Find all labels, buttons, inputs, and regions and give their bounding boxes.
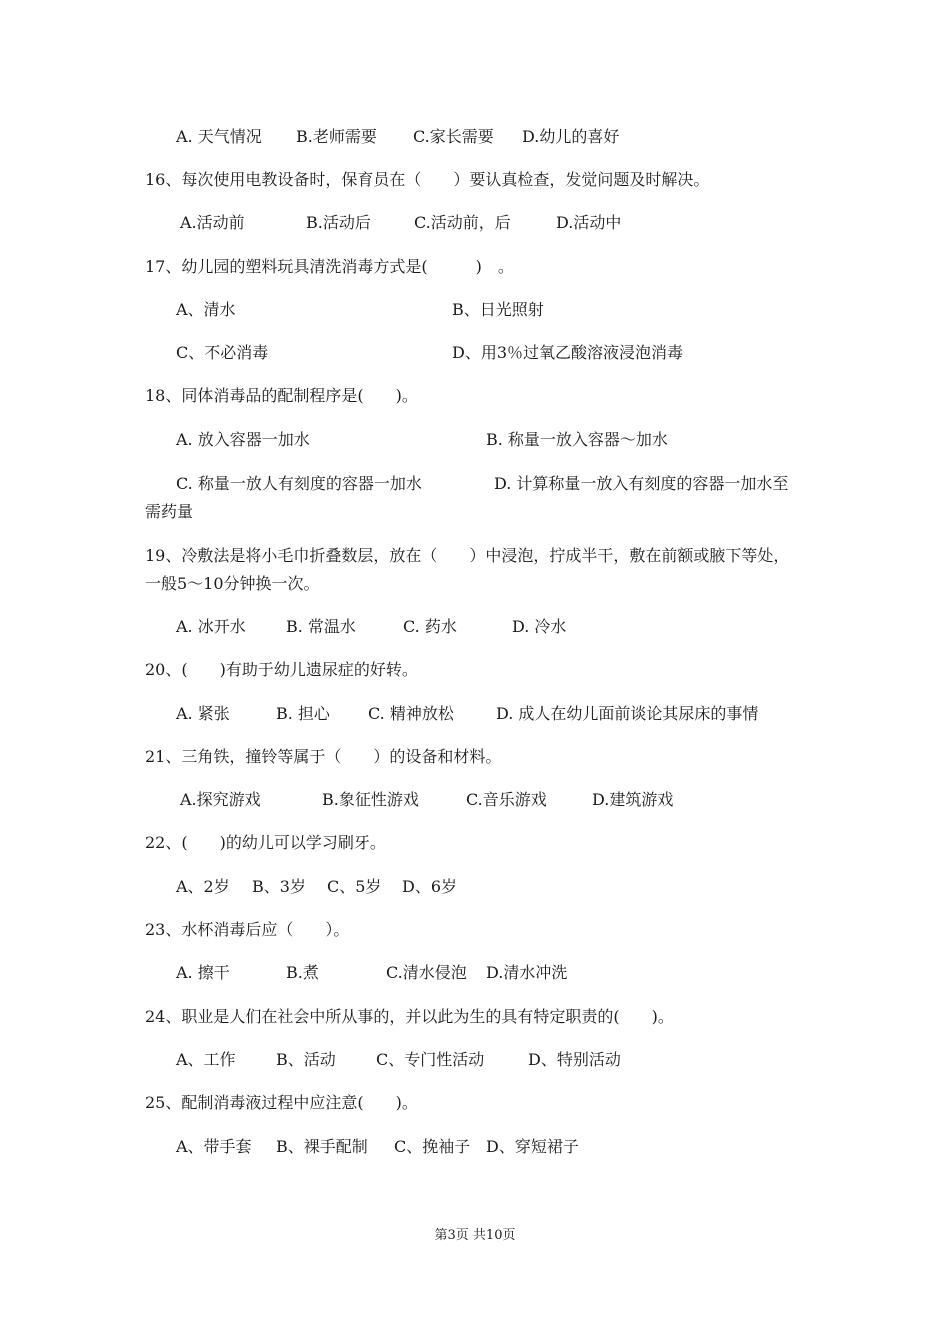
q17-option-d: D、用3％过氧乙酸溶液浸泡消毒: [452, 343, 684, 362]
q24-option-a: A、工作: [176, 1050, 236, 1069]
q19-option-a: A. 冰开水: [176, 617, 246, 636]
q21-option-a: A.探究游戏: [180, 790, 261, 809]
q22-option-a: A、2岁: [176, 877, 230, 896]
q23-option-c: C.清水侵泡: [386, 963, 467, 982]
q21-option-c: C.音乐游戏: [466, 790, 547, 809]
q16-option-d: D.活动中: [556, 213, 622, 232]
q21-option-d: D.建筑游戏: [592, 790, 674, 809]
q18-continuation: 需药量: [145, 502, 194, 521]
q25-option-b: B、裸手配制: [276, 1137, 368, 1156]
q25-option-a: A、带手套: [176, 1137, 252, 1156]
q23-option-a: A. 擦干: [176, 963, 230, 982]
q25-option-d: D、穿短裙子: [486, 1137, 579, 1156]
q18-option-b: B. 称量一放入容器～加水: [486, 430, 668, 449]
q19-option-d: D. 冷水: [512, 617, 567, 636]
q16-stem: 16、每次使用电教设备时，保育员在（ ）要认真检查，发觉问题及时解决。: [145, 170, 710, 189]
q25-stem: 25、配制消毒液过程中应注意( )。: [145, 1093, 418, 1112]
q21-option-b: B.象征性游戏: [322, 790, 419, 809]
q16-option-a: A.活动前: [180, 213, 245, 232]
q22-option-b: B、3岁: [252, 877, 306, 896]
q17-option-c: C、不必消毒: [176, 343, 269, 362]
q15-option-c: C.家长需要: [413, 127, 494, 146]
q23-option-d: D.清水冲洗: [486, 963, 568, 982]
q24-option-d: D、特别活动: [528, 1050, 621, 1069]
q24-stem: 24、职业是人们在社会中所从事的，并以此为生的具有特定职责的( )。: [145, 1007, 674, 1026]
q20-option-a: A. 紧张: [176, 704, 230, 723]
q16-option-c: C.活动前，后: [414, 213, 511, 232]
q18-stem: 18、同体消毒品的配制程序是( )。: [145, 386, 418, 405]
q17-option-a: A、清水: [176, 300, 236, 319]
q19-option-c: C. 药水: [403, 617, 457, 636]
q15-option-d: D.幼儿的喜好: [522, 127, 620, 146]
q19-stem-line2: 一般5～10分钟换一次。: [145, 574, 320, 593]
q20-option-c: C. 精神放松: [368, 704, 454, 723]
q19-stem-line1: 19、冷敷法是将小毛巾折叠数层，放在（ ）中浸泡，拧成半干，敷在前额或腋下等处，: [145, 546, 790, 565]
q15-option-b: B.老师需要: [296, 127, 377, 146]
q22-stem: 22、( )的幼儿可以学习刷牙。: [145, 833, 386, 852]
q17-option-b: B、日光照射: [452, 300, 544, 319]
q24-option-b: B、活动: [276, 1050, 336, 1069]
q23-option-b: B.煮: [286, 963, 319, 982]
q18-option-d: D. 计算称量一放入有刻度的容器一加水至: [494, 474, 789, 493]
q15-option-a: A. 天气情况: [176, 127, 262, 146]
q18-option-c: C. 称量一放人有刻度的容器一加水: [176, 474, 422, 493]
q20-option-b: B. 担心: [276, 704, 330, 723]
q22-option-d: D、6岁: [402, 877, 458, 896]
q20-stem: 20、( )有助于幼儿遗尿症的好转。: [145, 660, 418, 679]
q19-option-b: B. 常温水: [286, 617, 356, 636]
q20-option-d: D. 成人在幼儿面前谈论其尿床的事情: [496, 704, 759, 723]
q18-option-a: A. 放入容器一加水: [176, 430, 310, 449]
q22-option-c: C、5岁: [327, 877, 382, 896]
q24-option-c: C、专门性活动: [376, 1050, 485, 1069]
q17-stem: 17、幼儿园的塑料玩具清洗消毒方式是( ) 。: [145, 257, 514, 276]
q21-stem: 21、三角铁，撞铃等属于（ ）的设备和材料。: [145, 747, 502, 766]
page-number-footer: 第3页 共10页: [434, 1228, 516, 1243]
q16-option-b: B.活动后: [306, 213, 371, 232]
q25-option-c: C、挽袖子: [394, 1137, 471, 1156]
q23-stem: 23、水杯消毒后应（ ）。: [145, 920, 350, 939]
